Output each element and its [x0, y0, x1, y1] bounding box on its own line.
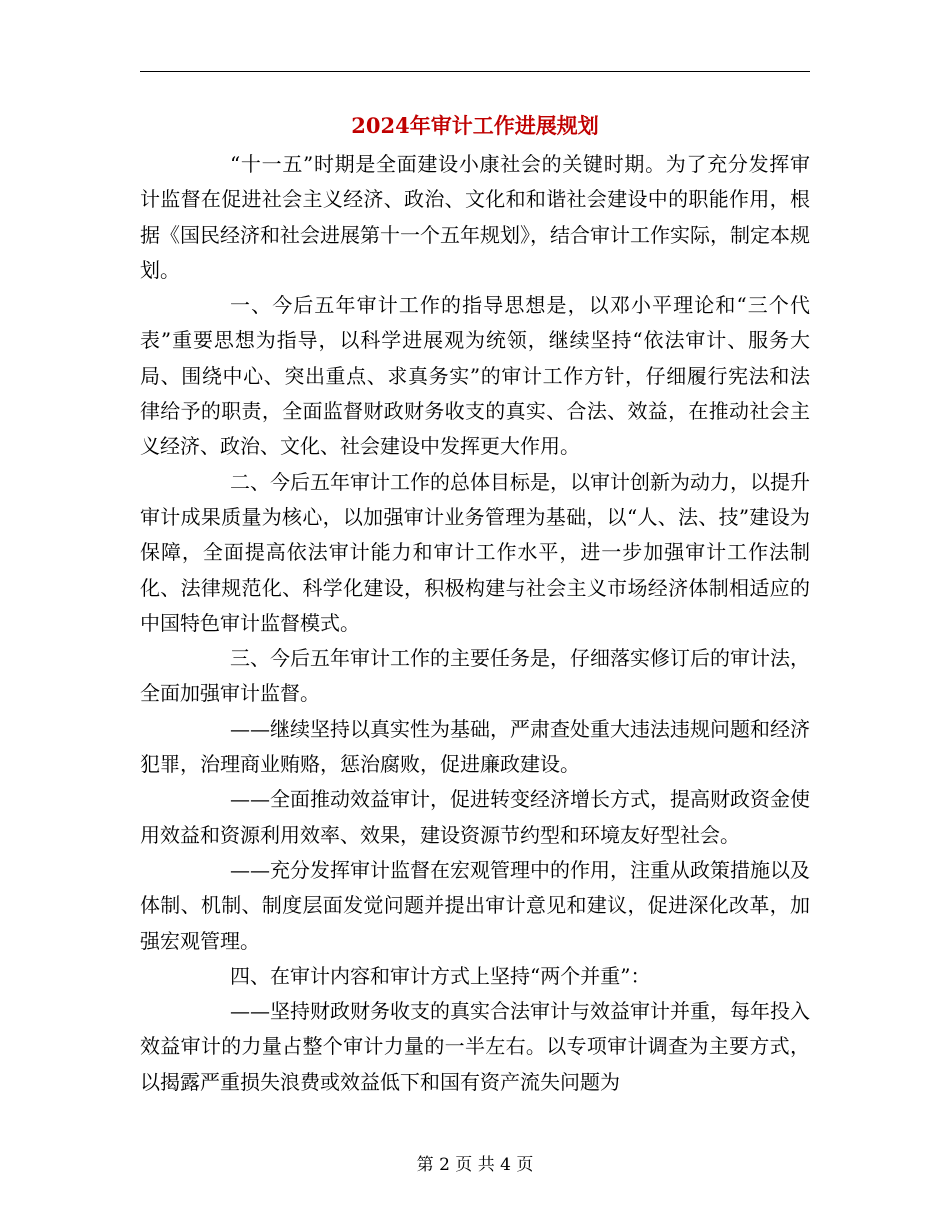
paragraph-task-authenticity: ——继续坚持以真实性为基础，严肃查处重大违法违规问题和经济犯罪，治理商业贿赂，惩治腐败，促进廉政建设。: [140, 716, 810, 777]
footer-page-number: 2: [439, 1155, 450, 1175]
paragraph-intro: “十一五”时期是全面建设小康社会的关键时期。为了充分发挥审计监督在促进社会主义经济、政治、文化和和谐社会建设中的职能作用，根据《国民经济和社会进展第十一个五年规划》，结合审计工作实际，制定本规划。: [140, 152, 810, 282]
paragraph-emphasis-one: ——坚持财政财务收支的真实合法审计与效益审计并重，每年投入效益审计的力量占整个审计力量的一半左右。以专项审计调查为主要方式，以揭露严重损失浪费或效益低下和国有资产流失问题为: [140, 999, 810, 1094]
document-body: [140, 147, 810, 1100]
page-footer: [140, 1153, 810, 1177]
paragraph-overall-goal: 二、今后五年审计工作的总体目标是，以审计创新为动力，以提升审计成果质量为核心，以加强审计业务管理为基础，以“人、法、技”建设为保障，全面提高依法审计能力和审计工作水平，进一步加强审计工作法制化、法律规范化、科学化建设，积极构建与社会主义市场经济体制相适应的中国特色审计监督模式。: [140, 469, 810, 635]
paragraph-two-emphases: 四、在审计内容和审计方式上坚持“两个并重”：: [230, 963, 651, 988]
paragraph-main-tasks: 三、今后五年审计工作的主要任务是，仔细落实修订后的审计法，全面加强审计监督。: [140, 646, 810, 706]
header-rule: [140, 71, 810, 72]
footer-prefix: 第: [416, 1155, 434, 1175]
paragraph-task-macro: ——充分发挥审计监督在宏观管理中的作用，注重从政策措施以及体制、机制、制度层面发觉问题并提出审计意见和建议，促进深化改革，加强宏观管理。: [140, 857, 810, 953]
footer-total-pages: 4: [500, 1155, 511, 1175]
paragraph-task-efficiency: ——全面推动效益审计，促进转变经济增长方式，提高财政资金使用效益和资源利用效率、效果，建设资源节约型和环境友好型社会。: [140, 787, 810, 847]
footer-suffix: 页: [516, 1155, 534, 1175]
paragraph-guiding-thought: 一、今后五年审计工作的指导思想是，以邓小平理论和“三个代表”重要思想为指导，以科学进展观为统领，继续坚持“依法审计、服务大局、围绕中心、突出重点、求真务实”的审计工作方针，仔细履行宪法和法律给予的职责，全面监督财政财务收支的真实、合法、效益，在推动社会主义经济、政治、文化、社会建设中发挥更大作用。: [140, 293, 810, 459]
document-title: 2024年审计工作进展规划: [351, 113, 599, 138]
footer-mid: 页 共: [455, 1155, 495, 1175]
